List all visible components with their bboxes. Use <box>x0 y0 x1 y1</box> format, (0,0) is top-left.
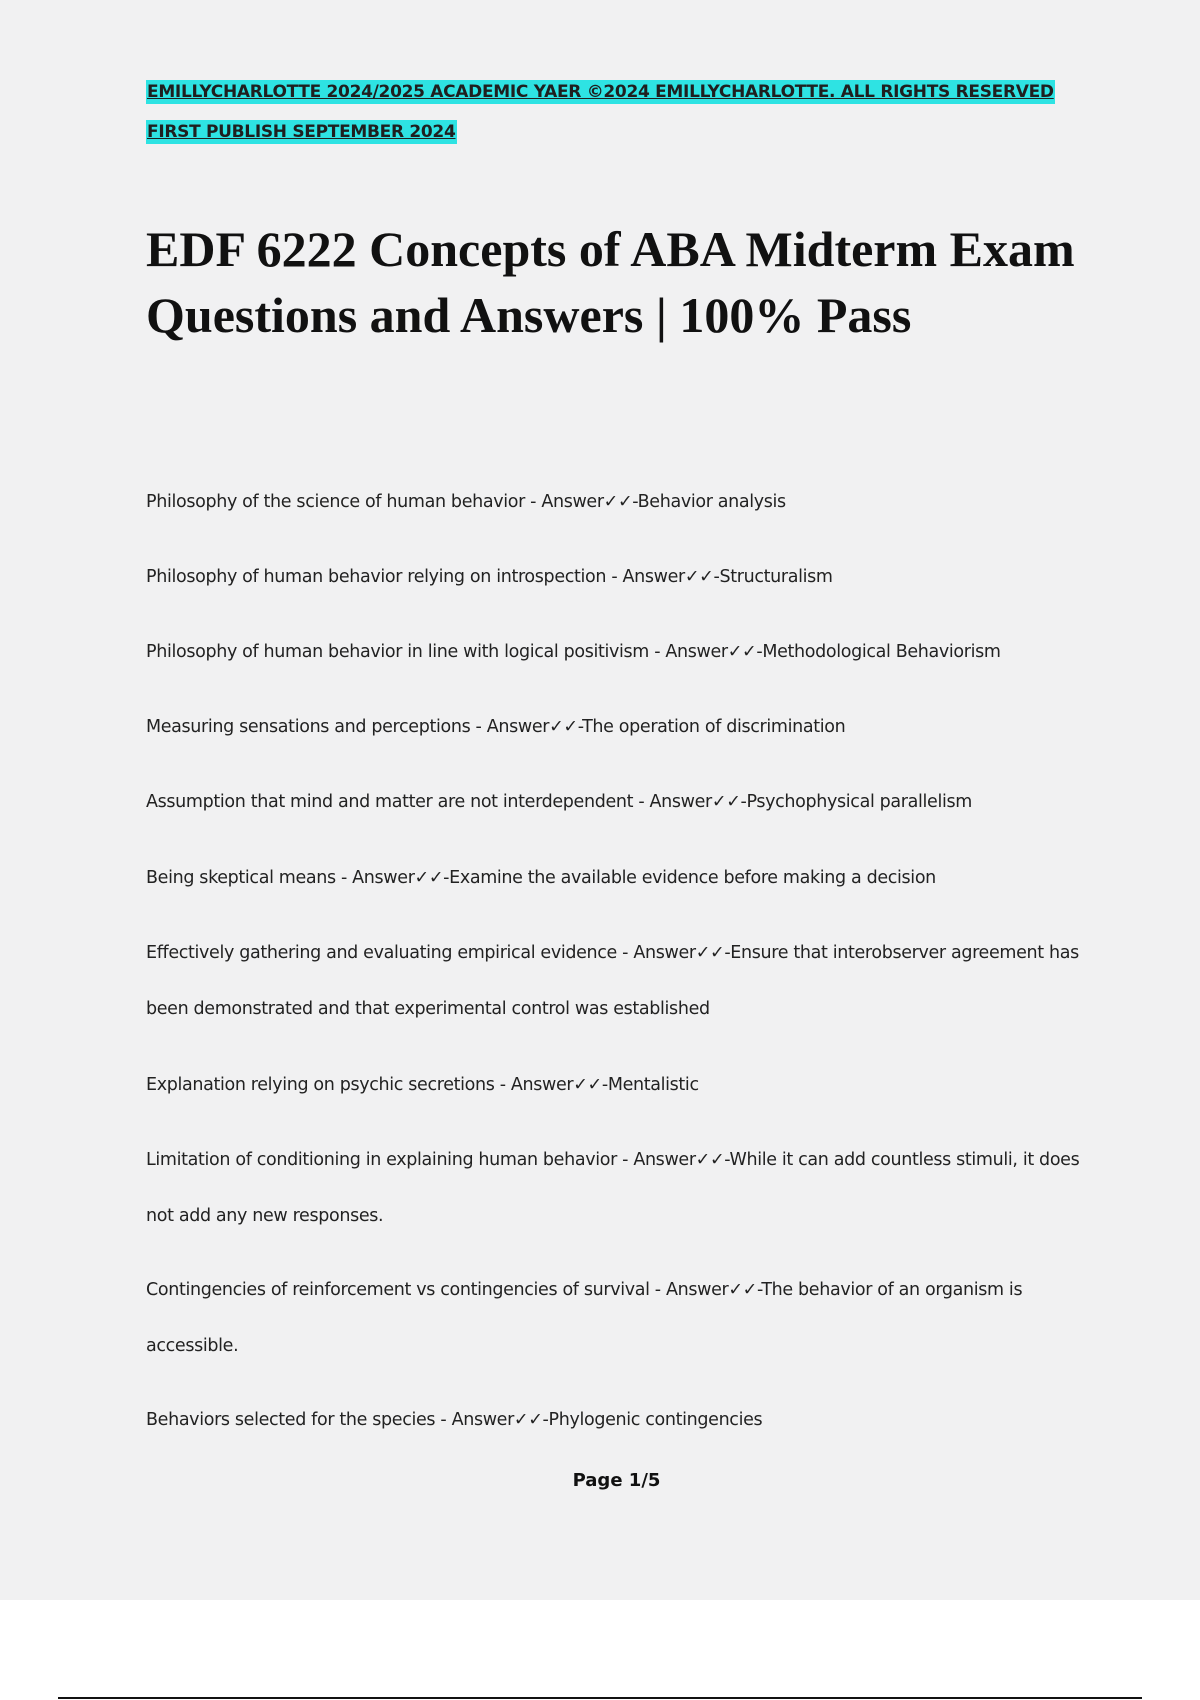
copyright-line: EMILLYCHARLOTTE 2024/2025 ACADEMIC YAER ©2024 EMILLYCHARLOTTE. ALL RIGHTS RESERVED <box>147 82 1054 102</box>
qa-item: Effectively gathering and evaluating empirical evidence - Answer✓✓-Ensure that interobserver agreement has been demonstrated and that experimental control was established <box>146 943 1079 1019</box>
qa-item: Limitation of conditioning in explaining human behavior - Answer✓✓-While it can add countless stimuli, it does not add any new responses. <box>146 1150 1080 1226</box>
publish-date-line: FIRST PUBLISH SEPTEMBER 2024 <box>147 122 456 142</box>
qa-item: Measuring sensations and perceptions - Answer✓✓-The operation of discrimination <box>146 717 846 737</box>
qa-item: Philosophy of the science of human behavior - Answer✓✓-Behavior analysis <box>146 492 786 512</box>
qa-item: Being skeptical means - Answer✓✓-Examine the available evidence before making a decision <box>146 868 936 888</box>
qa-item: Explanation relying on psychic secretions - Answer✓✓-Mentalistic <box>146 1075 699 1095</box>
qa-item: Philosophy of human behavior relying on introspection - Answer✓✓-Structuralism <box>146 567 833 587</box>
document-title: EDF 6222 Concepts of ABA Midterm Exam Questions and Answers | 100% Pass <box>146 221 1075 343</box>
copyright-header <box>146 72 1106 152</box>
qa-item: Philosophy of human behavior in line with logical positivism - Answer✓✓-Methodological Behaviorism <box>146 642 1001 662</box>
qa-item: Contingencies of reinforcement vs contingencies of survival - Answer✓✓-The behavior of an organism is accessible. <box>146 1280 1023 1356</box>
qa-item: Assumption that mind and matter are not interdependent - Answer✓✓-Psychophysical parallelism <box>146 792 972 812</box>
page-number: Page 1/5 <box>572 1470 661 1491</box>
qa-item: Behaviors selected for the species - Answer✓✓-Phylogenic contingencies <box>146 1410 763 1430</box>
page-divider <box>58 1697 1142 1699</box>
